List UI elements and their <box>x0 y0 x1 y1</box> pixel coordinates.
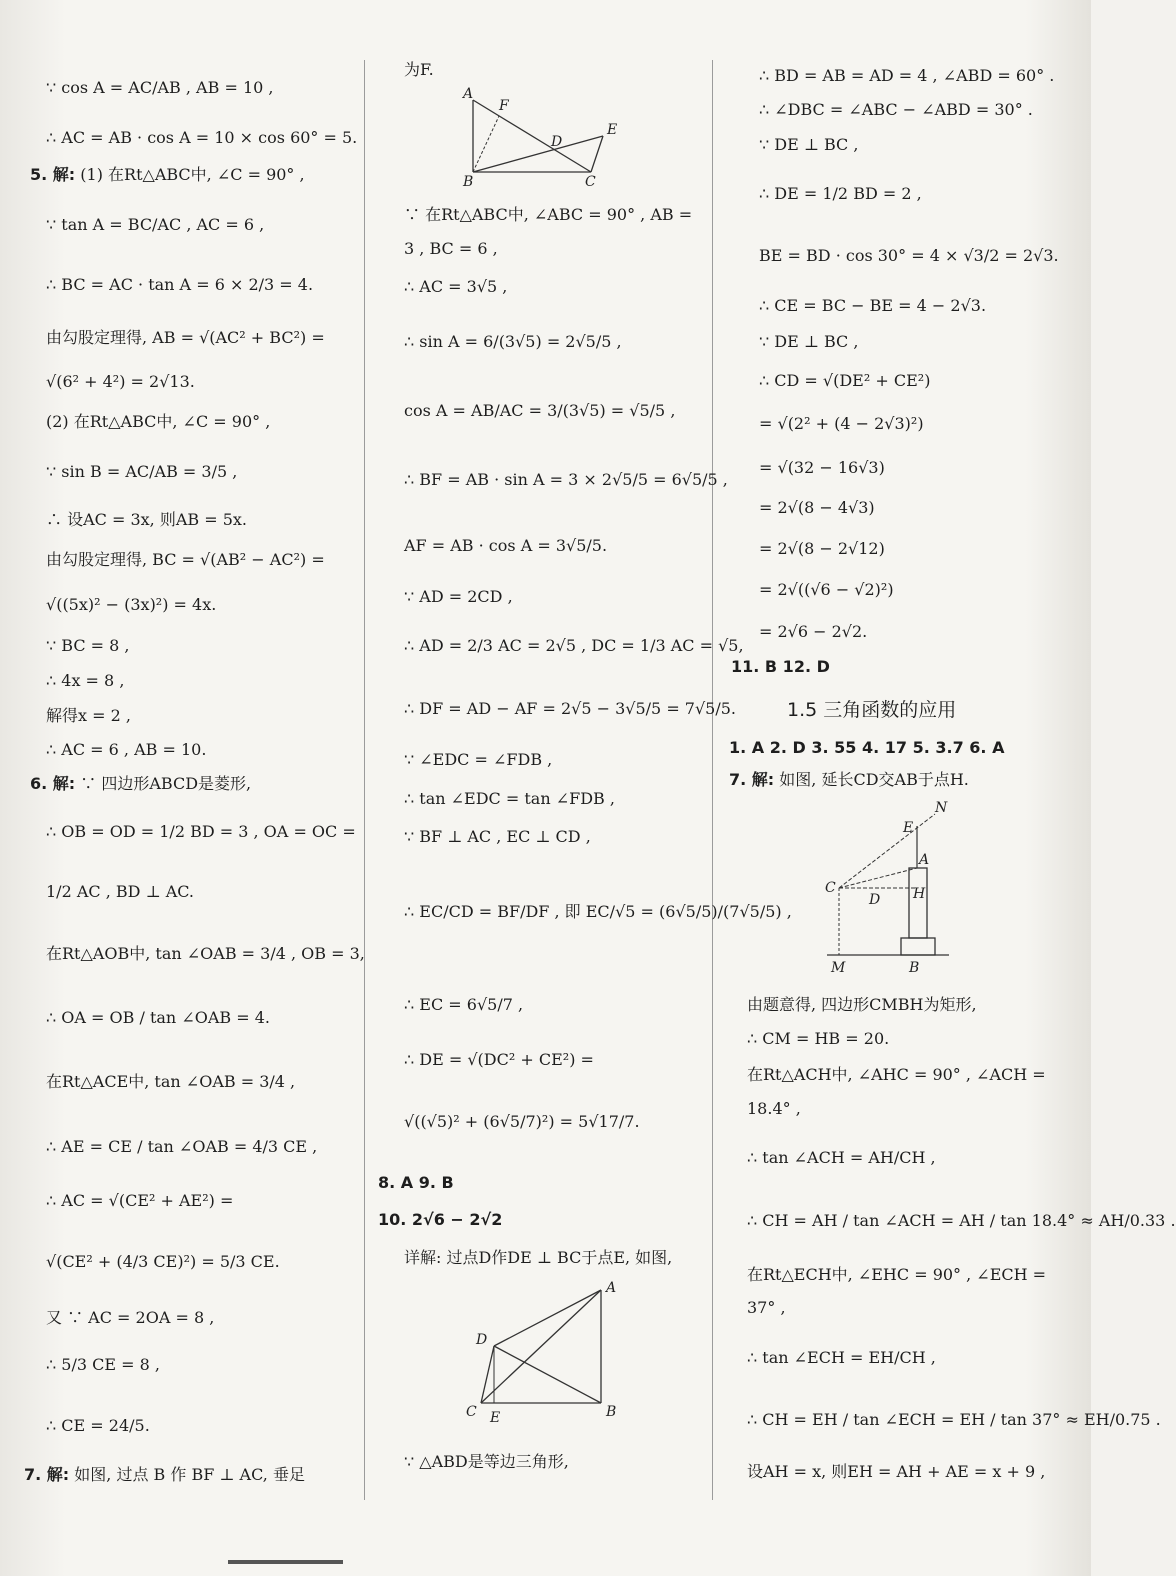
text-line: ∴ 设AC = 3x, 则AB = 5x. <box>46 510 248 529</box>
text-line: 由勾股定理得, BC = √(AB² − AC²) = <box>46 550 325 569</box>
text-line: (1) 在Rt△ABC中, ∠C = 90° , <box>80 165 305 184</box>
point-label-M: M <box>831 960 846 976</box>
text-line: 解得x = 2 , <box>46 706 131 725</box>
text-line: 18.4° , <box>747 1099 801 1118</box>
text-line: ∵ △ABD是等边三角形, <box>404 1452 569 1471</box>
text-line: 如图, 过点 B 作 BF ⊥ AC, 垂足 <box>74 1465 305 1484</box>
point-label-E: E <box>490 1410 501 1426</box>
segment-DC <box>481 1346 494 1403</box>
point-label-C: C <box>825 880 836 896</box>
text-line: BE = BD · cos 30° = 4 × √3/2 = 2√3. <box>759 246 1059 265</box>
text-line: ∵ BF ⊥ AC , EC ⊥ CD , <box>404 827 591 846</box>
text-line: ∵ cos A = AC/AB , AB = 10 , <box>46 78 274 97</box>
text-line: 如图, 延长CD交AB于点H. <box>779 770 969 789</box>
point-label-D: D <box>551 134 563 150</box>
text-line: ∵ sin B = AC/AB = 3/5 , <box>46 462 238 481</box>
text-line: = 2√(8 − 4√3) <box>759 498 875 517</box>
text-line: (2) 在Rt△ABC中, ∠C = 90° , <box>46 412 271 431</box>
text-line: 又 ∵ AC = 2OA = 8 , <box>46 1308 215 1327</box>
section-heading: 1.5 三角函数的应用 <box>787 699 957 721</box>
text-line: ∵ BC = 8 , <box>46 636 130 655</box>
segment-BF <box>473 116 499 172</box>
column-divider <box>712 60 713 1500</box>
text-line: ∴ OB = OD = 1/2 BD = 3 , OA = OC = <box>46 822 356 841</box>
text-line: cos A = AB/AC = 3/(3√5) = √5/5 , <box>404 401 676 420</box>
segment-AD <box>494 1290 601 1346</box>
text-line: ∴ AD = 2/3 AC = 2√5 , DC = 1/3 AC = √5, <box>404 636 744 655</box>
text-line: ∴ tan ∠ECH = EH/CH , <box>747 1348 936 1367</box>
point-label-C: C <box>585 174 596 190</box>
text-line: ∴ AC = 3√5 , <box>404 277 508 296</box>
column-divider <box>364 60 365 1500</box>
text-line: ∴ ∠DBC = ∠ABC − ∠ABD = 30° . <box>759 100 1033 119</box>
problem-number: 5. 解: <box>30 165 76 184</box>
text-line: 在Rt△AOB中, tan ∠OAB = 3/4 , OB = 3, <box>46 944 365 963</box>
text-line: ∴ tan ∠EDC = tan ∠FDB , <box>404 789 615 808</box>
answer-line: 10. 2√6 − 2√2 <box>378 1210 503 1229</box>
answer-line: 11. B 12. D <box>731 657 830 676</box>
text-line: ∴ CE = 24/5. <box>46 1416 150 1435</box>
point-label-E: E <box>607 122 618 138</box>
geometry-figure-2 <box>456 1278 626 1428</box>
segment-CE <box>591 136 603 172</box>
text-line: 在Rt△ACH中, ∠AHC = 90° , ∠ACH = <box>747 1065 1046 1084</box>
answer-line: 8. A 9. B <box>378 1173 454 1192</box>
text-line: ∴ BF = AB · sin A = 3 × 2√5/5 = 6√5/5 , <box>404 470 728 489</box>
text-line: = √(32 − 16√3) <box>759 458 885 477</box>
text-line: ∴ EC/CD = BF/DF , 即 EC/√5 = (6√5/5)/(7√5/5) , <box>404 902 792 921</box>
text-line: √(CE² + (4/3 CE)²) = 5/3 CE. <box>46 1252 280 1271</box>
text-line: = 2√((√6 − √2)²) <box>759 580 894 599</box>
text-line: ∵ DE ⊥ BC , <box>759 332 859 351</box>
text-line: ∴ AC = AB · cos A = 10 × cos 60° = 5. <box>46 128 358 147</box>
text-line: ∴ CH = AH / tan ∠ACH = AH / tan 18.4° ≈ AH/0.33 . <box>747 1211 1176 1230</box>
text-line: √(6² + 4²) = 2√13. <box>46 372 195 391</box>
sight-line-CN <box>839 814 935 888</box>
text-line: ∴ 5/3 CE = 8 , <box>46 1355 160 1374</box>
text-line: = 2√6 − 2√2. <box>759 622 868 641</box>
text-line: ∴ OA = OB / tan ∠OAB = 4. <box>46 1008 270 1027</box>
point-label-F: F <box>499 98 509 114</box>
segment-DB <box>494 1346 601 1403</box>
problem-line <box>30 774 251 794</box>
text-line: √((√5)² + (6√5/7)²) = 5√17/7. <box>404 1112 640 1131</box>
text-line: √((5x)² − (3x)²) = 4x. <box>46 595 217 614</box>
text-line: 在Rt△ACE中, tan ∠OAB = 3/4 , <box>46 1072 296 1091</box>
text-line: AF = AB · cos A = 3√5/5. <box>404 536 608 555</box>
page-footer-mark <box>228 1560 343 1564</box>
text-line: 在Rt△ECH中, ∠EHC = 90° , ∠ECH = <box>747 1265 1047 1284</box>
text-line: ∵ 四边形ABCD是菱形, <box>80 774 252 793</box>
text-line: 37° , <box>747 1298 786 1317</box>
problem-number: 7. 解: <box>24 1465 70 1484</box>
segment-AC <box>473 100 591 172</box>
text-line: ∴ EC = 6√5/7 , <box>404 995 524 1014</box>
problem-number: 7. 解: <box>729 770 775 789</box>
geometry-figure-1 <box>461 88 621 188</box>
point-label-A: A <box>606 1280 617 1296</box>
sight-line-CA <box>839 868 917 888</box>
text-line: ∵ 在Rt△ABC中, ∠ABC = 90° , AB = <box>404 205 693 224</box>
text-line: ∴ tan ∠ACH = AH/CH , <box>747 1148 936 1167</box>
problem-line <box>24 1465 305 1485</box>
tower-base <box>901 938 935 955</box>
text-line: ∴ AC = √(CE² + AE²) = <box>46 1191 234 1210</box>
tower <box>909 868 927 938</box>
point-label-C: C <box>466 1404 477 1420</box>
text-line: ∴ BD = AB = AD = 4 , ∠ABD = 60° . <box>759 66 1055 85</box>
segment-BE <box>473 136 603 172</box>
text-line: ∴ DF = AD − AF = 2√5 − 3√5/5 = 7√5/5. <box>404 699 737 718</box>
text-line: ∴ CE = BC − BE = 4 − 2√3. <box>759 296 987 315</box>
text-line: ∵ DE ⊥ BC , <box>759 135 859 154</box>
point-label-A: A <box>919 852 930 868</box>
text-line: ∴ CH = EH / tan ∠ECH = EH / tan 37° ≈ EH/0.75 . <box>747 1410 1161 1429</box>
problem-line <box>30 165 305 185</box>
text-line: 为F. <box>404 60 434 79</box>
point-label-N: N <box>935 800 948 816</box>
text-line: 由题意得, 四边形CMBH为矩形, <box>747 995 977 1014</box>
problem-number: 6. 解: <box>30 774 76 793</box>
point-label-B: B <box>463 174 474 190</box>
text-line: 由勾股定理得, AB = √(AC² + BC²) = <box>46 328 325 347</box>
text-line: 设AH = x, 则EH = AH + AE = x + 9 , <box>747 1462 1046 1481</box>
text-line: 详解: 过点D作DE ⊥ BC于点E, 如图, <box>404 1248 673 1267</box>
text-line: ∴ BC = AC · tan A = 6 × 2/3 = 4. <box>46 275 314 294</box>
geometry-figure-3 <box>817 798 997 978</box>
text-line: ∴ AE = CE / tan ∠OAB = 4/3 CE , <box>46 1137 318 1156</box>
point-label-A: A <box>463 86 474 102</box>
text-line: ∴ DE = 1/2 BD = 2 , <box>759 184 922 203</box>
text-line: 3 , BC = 6 , <box>404 239 498 258</box>
point-label-H: H <box>913 886 926 902</box>
answer-line: 1. A 2. D 3. 55 4. 17 5. 3.7 6. A <box>729 738 1005 757</box>
point-label-D: D <box>869 892 881 908</box>
point-label-B: B <box>909 960 920 976</box>
text-line: 1/2 AC , BD ⊥ AC. <box>46 882 195 901</box>
point-label-D: D <box>476 1332 488 1348</box>
text-line: ∴ sin A = 6/(3√5) = 2√5/5 , <box>404 332 622 351</box>
point-label-E: E <box>903 820 914 836</box>
text-line: ∴ CD = √(DE² + CE²) <box>759 371 931 390</box>
text-line: ∵ AD = 2CD , <box>404 587 513 606</box>
text-line: ∴ AC = 6 , AB = 10. <box>46 740 207 759</box>
segment-CA <box>481 1290 601 1403</box>
text-line: ∵ tan A = BC/AC , AC = 6 , <box>46 215 265 234</box>
text-line: ∵ ∠EDC = ∠FDB , <box>404 750 553 769</box>
point-label-B: B <box>606 1404 617 1420</box>
text-line: = 2√(8 − 2√12) <box>759 539 885 558</box>
text-line: ∴ CM = HB = 20. <box>747 1029 890 1048</box>
problem-line <box>729 770 969 790</box>
text-line: ∴ DE = √(DC² + CE²) = <box>404 1050 594 1069</box>
text-line: = √(2² + (4 − 2√3)²) <box>759 414 924 433</box>
text-line: ∴ 4x = 8 , <box>46 671 125 690</box>
